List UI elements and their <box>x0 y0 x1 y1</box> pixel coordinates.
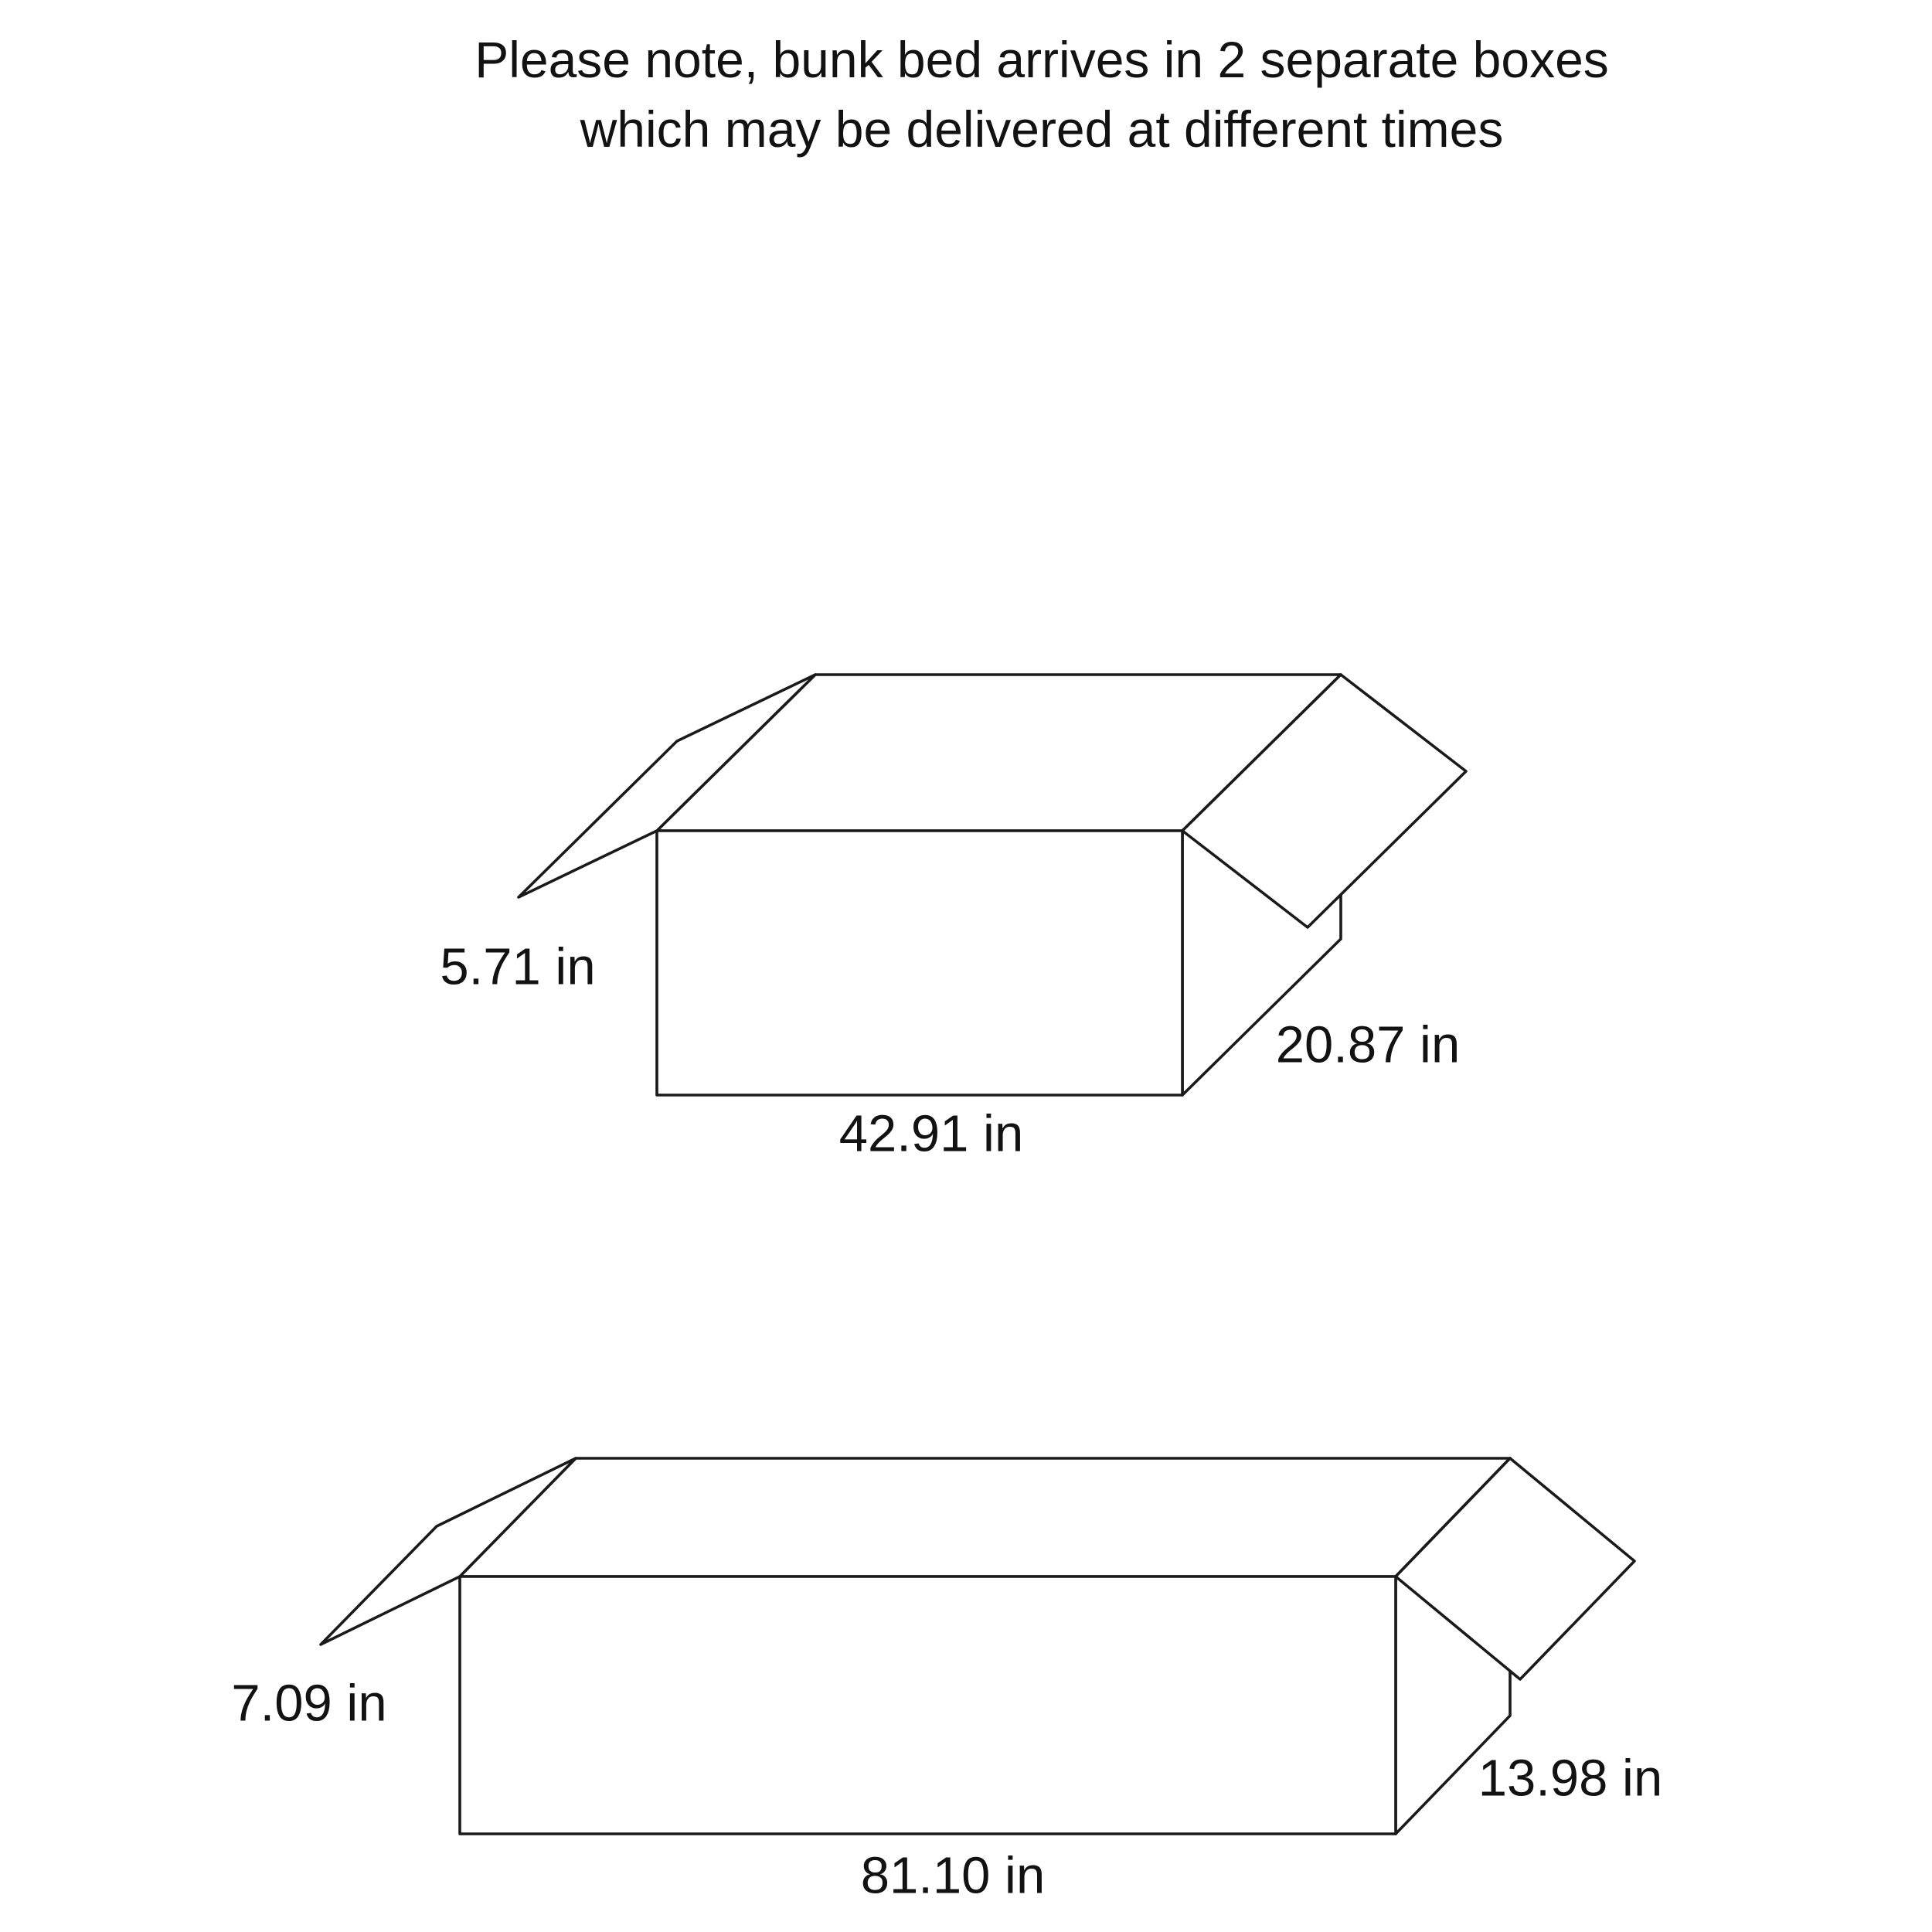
box2-height-label: 7.09 in <box>231 1674 387 1733</box>
box-drawing-bottom <box>321 1458 1634 1834</box>
box1-height-label: 5.71 in <box>440 937 596 996</box>
box1-depth-label: 20.87 in <box>1275 1015 1461 1074</box>
note-title-line-1: Please note, bunk bed arrives in 2 separate boxes <box>474 31 1609 88</box>
box2-depth-label: 13.98 in <box>1478 1749 1663 1808</box>
box1-front-face <box>657 831 1182 1095</box>
box2-length-label: 81.10 in <box>860 1846 1046 1905</box>
box2-top-opening <box>460 1458 1510 1577</box>
box1-length-label: 42.91 in <box>838 1104 1024 1163</box>
box2-front-face <box>460 1577 1396 1834</box>
note-title-line-2: which may be delivered at different times <box>580 100 1504 158</box>
